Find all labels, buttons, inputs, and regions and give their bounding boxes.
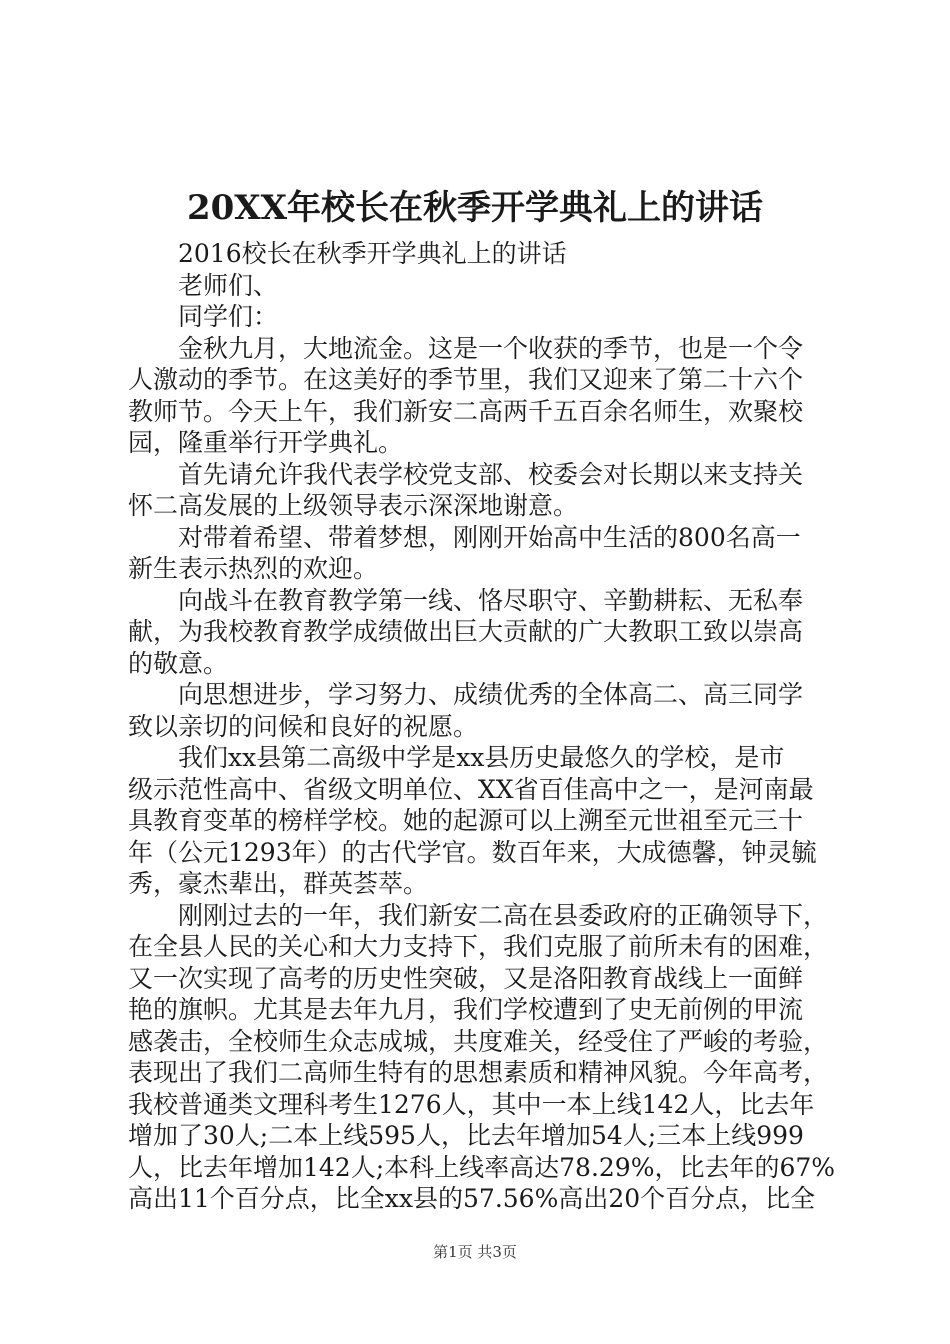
document-title: 20XX年校长在秋季开学典礼上的讲话 — [186, 188, 764, 228]
text-line: 金秋九月，大地流金。这是一个收获的季节，也是一个令 — [178, 333, 804, 363]
text-line: 表现出了我们二高师生特有的思想素质和精神风貌。今年高考， — [128, 1058, 829, 1087]
text-line: 年（公元1293年）的古代学官。数百年来，大成德馨，钟灵毓 — [128, 837, 817, 867]
text-line: 又一次实现了高考的历史性突破，又是洛阳教育战线上一面鲜 — [128, 963, 804, 993]
text-line: 人，比去年增加142人;本科上线率高达78.29%，比去年的67% — [128, 1152, 836, 1182]
text-line: 人激动的季节。在这美好的季节里，我们又迎来了第二十六个 — [128, 365, 804, 394]
text-line: 向战斗在教育教学第一线、恪尽职守、辛勤耕耘、无私奉 — [178, 585, 804, 615]
text-line: 致以亲切的问候和良好的祝愿。 — [128, 711, 479, 741]
text-line: 我校普通类文理科考生1276人，其中一本上线142人，比去年 — [128, 1089, 815, 1119]
text-line: 秀，豪杰辈出，群英荟萃。 — [128, 869, 429, 898]
text-line: 向思想进步，学习努力、成绩优秀的全体高二、高三同学 — [178, 680, 804, 709]
text-line: 增加了30人;二本上线595人，比去年增加54人;三本上线999 — [128, 1121, 804, 1150]
text-line: 新生表示热烈的欢迎。 — [128, 554, 379, 583]
text-line: 怀二高发展的上级领导表示深深地谢意。 — [128, 491, 579, 520]
text-line: 献，为我校教育教学成绩做出巨大贡献的广大教职工致以崇高 — [128, 617, 804, 646]
text-line: 首先请允许我代表学校党支部、校委会对长期以来支持关 — [178, 459, 804, 489]
text-line: 感袭击，全校师生众志成城，共度难关，经受住了严峻的考验， — [128, 1026, 829, 1056]
text-line: 级示范性高中、省级文明单位、XX省百佳高中之一，是河南最 — [128, 774, 814, 804]
text-line: 园，隆重举行开学典礼。 — [128, 428, 404, 457]
page-footer: 第1页 共3页 — [433, 1243, 517, 1261]
text-line: 艳的旗帜。尤其是去年九月，我们学校遭到了史无前例的甲流 — [128, 995, 804, 1024]
text-line: 的敬意。 — [128, 648, 229, 678]
text-line: 教师节。今天上午，我们新安二高两千五百余名师生，欢聚校 — [128, 396, 804, 426]
text-line: 具教育变革的榜样学校。她的起源可以上溯至元世祖至元三十 — [128, 806, 804, 835]
text-line: 2016校长在秋季开学典礼上的讲话 — [178, 239, 567, 268]
text-line: 同学们： — [178, 302, 279, 331]
text-line: 我们xx县第二高级中学是xx县历史最悠久的学校，是市 — [178, 743, 785, 772]
text-line: 在全县人民的关心和大力支持下，我们克服了前所未有的困难， — [128, 932, 829, 961]
text-line: 刚刚过去的一年，我们新安二高在县委政府的正确领导下， — [178, 900, 829, 930]
text-line: 高出11个百分点，比全xx县的57.56%高出20个百分点，比全 — [128, 1184, 816, 1213]
text-line: 老师们、 — [178, 270, 279, 300]
document-body — [128, 238, 836, 1215]
text-line: 对带着希望、带着梦想，刚刚开始高中生活的800名高一 — [178, 522, 801, 552]
